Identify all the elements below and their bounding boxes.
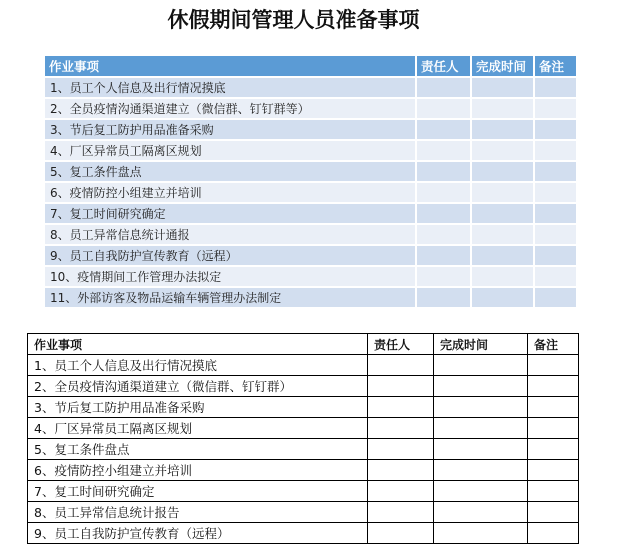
table-row [45,224,577,245]
due-date-cell[interactable] [471,266,534,287]
owner-cell[interactable] [368,355,434,376]
task-cell[interactable]: 3、节后复工防护用品准备采购 [45,119,416,140]
styled-task-table [45,56,578,307]
table-row [45,287,577,307]
due-date-cell[interactable] [471,203,534,224]
due-date-cell[interactable] [471,224,534,245]
notes-cell[interactable] [528,418,579,439]
table-row [28,355,579,376]
table-row [45,203,577,224]
due-date-cell[interactable] [434,439,528,460]
notes-cell[interactable] [534,203,577,224]
column-header: 责任人 [416,56,471,77]
notes-cell[interactable] [534,224,577,245]
task-cell[interactable]: 1、员工个人信息及出行情况摸底 [28,355,368,376]
notes-cell[interactable] [528,397,579,418]
notes-cell[interactable] [528,355,579,376]
task-cell[interactable]: 10、疫情期间工作管理办法拟定 [45,266,416,287]
notes-cell[interactable] [534,98,577,119]
notes-cell[interactable] [528,376,579,397]
owner-cell[interactable] [416,203,471,224]
notes-cell[interactable] [534,245,577,266]
due-date-cell[interactable] [471,245,534,266]
notes-cell[interactable] [528,439,579,460]
notes-cell[interactable] [534,161,577,182]
task-cell[interactable]: 6、疫情防控小组建立并培训 [45,182,416,203]
owner-cell[interactable] [416,140,471,161]
table-row [28,439,579,460]
owner-cell[interactable] [416,224,471,245]
task-cell[interactable]: 8、员工异常信息统计报告 [28,502,368,523]
table-row [28,418,579,439]
owner-cell[interactable] [368,418,434,439]
due-date-cell[interactable] [434,355,528,376]
table-row [45,266,577,287]
notes-cell[interactable] [534,77,577,98]
table-row [45,119,577,140]
owner-cell[interactable] [416,287,471,307]
owner-cell[interactable] [416,245,471,266]
table-row [45,77,577,98]
task-cell[interactable]: 5、复工条件盘点 [28,439,368,460]
due-date-cell[interactable] [434,418,528,439]
table-row [28,460,579,481]
due-date-cell[interactable] [434,460,528,481]
notes-cell[interactable] [534,287,577,307]
table-row [45,182,577,203]
due-date-cell[interactable] [471,140,534,161]
owner-cell[interactable] [368,523,434,544]
column-header: 完成时间 [471,56,534,77]
due-date-cell[interactable] [434,502,528,523]
due-date-cell[interactable] [434,376,528,397]
task-cell[interactable]: 4、厂区异常员工隔离区规划 [45,140,416,161]
table-row [28,502,579,523]
task-cell[interactable]: 7、复工时间研究确定 [28,481,368,502]
owner-cell[interactable] [368,481,434,502]
due-date-cell[interactable] [471,161,534,182]
due-date-cell[interactable] [471,77,534,98]
notes-cell[interactable] [534,140,577,161]
owner-cell[interactable] [416,182,471,203]
table-row [28,481,579,502]
table-row [45,245,577,266]
table-row [45,161,577,182]
page-title: 休假期间管理人员准备事项 [167,8,420,32]
owner-cell[interactable] [368,460,434,481]
column-header: 备注 [528,334,579,355]
task-cell[interactable]: 2、全员疫情沟通渠道建立（微信群、钉钉群等） [45,98,416,119]
due-date-cell[interactable] [434,481,528,502]
due-date-cell[interactable] [434,523,528,544]
table-row [28,523,579,544]
task-cell[interactable]: 2、全员疫情沟通渠道建立（微信群、钉钉群） [28,376,368,397]
task-cell[interactable]: 7、复工时间研究确定 [45,203,416,224]
task-cell[interactable]: 4、厂区异常员工隔离区规划 [28,418,368,439]
owner-cell[interactable] [416,98,471,119]
owner-cell[interactable] [416,119,471,140]
column-header: 备注 [534,56,577,77]
notes-cell[interactable] [528,481,579,502]
table-row [28,376,579,397]
task-cell[interactable]: 11、外部访客及物品运输车辆管理办法制定 [45,287,416,307]
owner-cell[interactable] [416,161,471,182]
column-header: 作业事项 [28,334,368,355]
task-cell[interactable]: 6、疫情防控小组建立并培训 [28,460,368,481]
task-cell[interactable]: 1、员工个人信息及出行情况摸底 [45,77,416,98]
notes-cell[interactable] [528,460,579,481]
task-cell[interactable]: 8、员工异常信息统计通报 [45,224,416,245]
table-row [28,397,579,418]
due-date-cell[interactable] [471,287,534,307]
task-cell[interactable]: 9、员工自我防护宣传教育（远程） [45,245,416,266]
owner-cell[interactable] [368,376,434,397]
notes-cell[interactable] [528,523,579,544]
task-cell[interactable]: 5、复工条件盘点 [45,161,416,182]
owner-cell[interactable] [416,266,471,287]
column-header: 完成时间 [434,334,528,355]
notes-cell[interactable] [534,266,577,287]
table-row [45,140,577,161]
table-row [45,98,577,119]
owner-cell[interactable] [416,77,471,98]
owner-cell[interactable] [368,502,434,523]
owner-cell[interactable] [368,397,434,418]
due-date-cell[interactable] [471,98,534,119]
due-date-cell[interactable] [434,397,528,418]
task-cell[interactable]: 3、节后复工防护用品准备采购 [28,397,368,418]
plain-task-table [27,333,579,544]
notes-cell[interactable] [528,502,579,523]
column-header: 责任人 [368,334,434,355]
owner-cell[interactable] [368,439,434,460]
notes-cell[interactable] [534,182,577,203]
due-date-cell[interactable] [471,119,534,140]
notes-cell[interactable] [534,119,577,140]
task-cell[interactable]: 9、员工自我防护宣传教育（远程） [28,523,368,544]
column-header: 作业事项 [45,56,416,77]
due-date-cell[interactable] [471,182,534,203]
